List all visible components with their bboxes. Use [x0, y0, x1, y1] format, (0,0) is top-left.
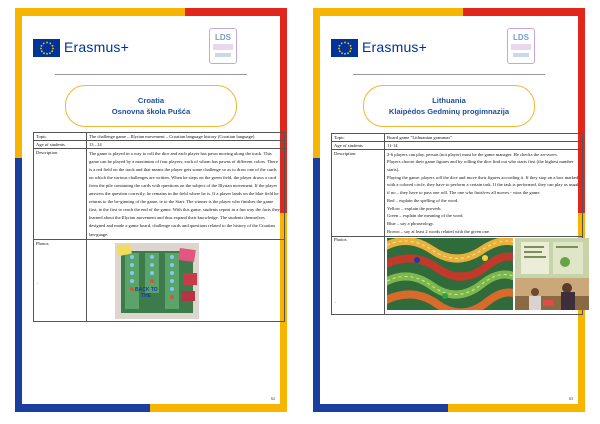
page-lithuania: [313, 8, 585, 412]
frame-bottom-bar: [150, 404, 287, 412]
table-row: [34, 141, 285, 149]
lds-logo: [209, 28, 237, 64]
topic-value: The challenge game – Illyrian movement – Croatian language history (Croatian language): [87, 133, 285, 141]
country-title: Croatia: [137, 96, 165, 105]
board-text-the: THE: [141, 292, 151, 299]
description-paragraph: Brown – say at least 2 words related with the given one.: [387, 228, 491, 234]
frame-top-bar: [463, 8, 585, 16]
age-label: Age of students: [34, 141, 87, 149]
description-paragraph: Green – explain the meaning of the word.: [387, 213, 464, 219]
snake-board-photo: [387, 238, 513, 310]
description-paragraph: Players choose their game figures and by rolling the dice find out who starts first (the highest number starts).: [387, 159, 574, 172]
description-paragraph: Yellow – explain the proverb.: [387, 205, 442, 211]
age-value: 11-14: [385, 142, 583, 150]
photos-bullet: ·: [335, 300, 337, 306]
topic-label: Topic: [34, 133, 87, 141]
frame-bottom-bar: [15, 404, 150, 412]
info-table: [331, 133, 583, 315]
board-game-photo: [115, 243, 199, 319]
description-paragraph: Red – explain the spelling of the word.: [387, 197, 459, 203]
title-box: [65, 85, 237, 127]
description-paragraph: Blue – say a phraseology.: [387, 220, 435, 226]
header-divider: [55, 74, 247, 75]
poster-photo: [515, 238, 589, 278]
photo-strip: [387, 238, 580, 312]
table-row: [34, 149, 285, 240]
header-divider: [353, 74, 545, 75]
lds-logo: [507, 28, 535, 64]
table-row: [332, 142, 583, 150]
description-paragraph: 2-6 players can play, person (not player) must be the game manager. He checks the an-swers.: [387, 151, 558, 157]
frame-left-bar: [15, 8, 22, 158]
photos-cell: [87, 240, 285, 322]
lds-logo-text: LDS: [513, 33, 529, 42]
frame-left-bar: [15, 158, 22, 412]
frame-top-bar: [313, 8, 463, 16]
frame-left-bar: [313, 158, 320, 412]
topic-label: Topic: [332, 134, 385, 142]
frame-bottom-bar: [448, 404, 585, 412]
table-row: [332, 134, 583, 142]
photos-label-cell: [34, 240, 87, 322]
page-croatia: [15, 8, 287, 412]
school-title: Osnovna škola Pušća: [111, 107, 191, 116]
photos-label: Photos: [334, 237, 347, 243]
table-row: [332, 236, 583, 314]
header: [331, 34, 567, 62]
age-value: 13 –14: [87, 141, 285, 149]
lds-logo-text: LDS: [215, 33, 231, 42]
description-label: Description: [34, 149, 87, 240]
table-row: [34, 240, 285, 322]
board-text-back: BACK TO: [135, 286, 158, 293]
title-box: [363, 85, 535, 127]
frame-bottom-bar: [313, 404, 448, 412]
header: [33, 34, 269, 62]
table-row: [332, 150, 583, 237]
photos-cell: [385, 236, 583, 314]
age-label: Age of students: [332, 142, 385, 150]
classroom-photo: [515, 278, 589, 310]
photos-label: Photos: [36, 240, 49, 246]
table-row: [34, 133, 285, 141]
erasmus-logo-text: Erasmus+: [362, 39, 428, 55]
page-number: 62: [271, 396, 275, 401]
frame-top-bar: [185, 8, 287, 16]
photos-bullet: ·: [37, 282, 39, 288]
erasmus-logo-text: Erasmus+: [64, 39, 130, 55]
eu-flag-icon: [331, 39, 358, 57]
page-number: 63: [569, 396, 573, 401]
frame-top-bar: [15, 8, 185, 16]
description-value: [385, 150, 583, 237]
photos-label-cell: [332, 236, 385, 314]
description-value: The game is played in a way to roll the dice and each player has pawn moving along the track. This game can be played by a maximum of four players, each of whom has pawns of different colors. There is a red field on the track and that means the player gets some challenge so as to draw one of the cards on which the various challenges are written. When he steps on the green field, the player draws a card from the pile containing the cards with questions on the subject of the Illyrian movement. If the player answers the question correctly, he remains in the field where he is. If a player lands on the blue field he returns to the be-ginning of the game, ie to the Start. The winner is the player who finishes the game first, ie the first to reach the end of the game. With this game, students repeat in a fun way the facts they learned about the Illyrian movement and thus expand their knowledge. The students themselves designed and made a game board, challenge cards and questions related to the history of the Croatian lan-guage.: [87, 149, 285, 240]
topic-value: Board game "Lithuanian grammar": [385, 134, 583, 142]
eu-flag-icon: [33, 39, 60, 57]
frame-left-bar: [313, 8, 320, 158]
school-title: Klaipėdos Gedminų progimnazija: [388, 107, 510, 116]
description-label: Description: [332, 150, 385, 237]
country-title: Lithuania: [432, 96, 466, 105]
description-paragraph: Playing the game: players roll the dice and move their figures according it. If they stop on a box marked with a colored circle, they have to perform a certain task. If the task is performed, they can play as usual, if no – they have to pass one roll. The one who finish-es all moves - wins the game.: [387, 174, 580, 196]
info-table: [33, 132, 285, 322]
